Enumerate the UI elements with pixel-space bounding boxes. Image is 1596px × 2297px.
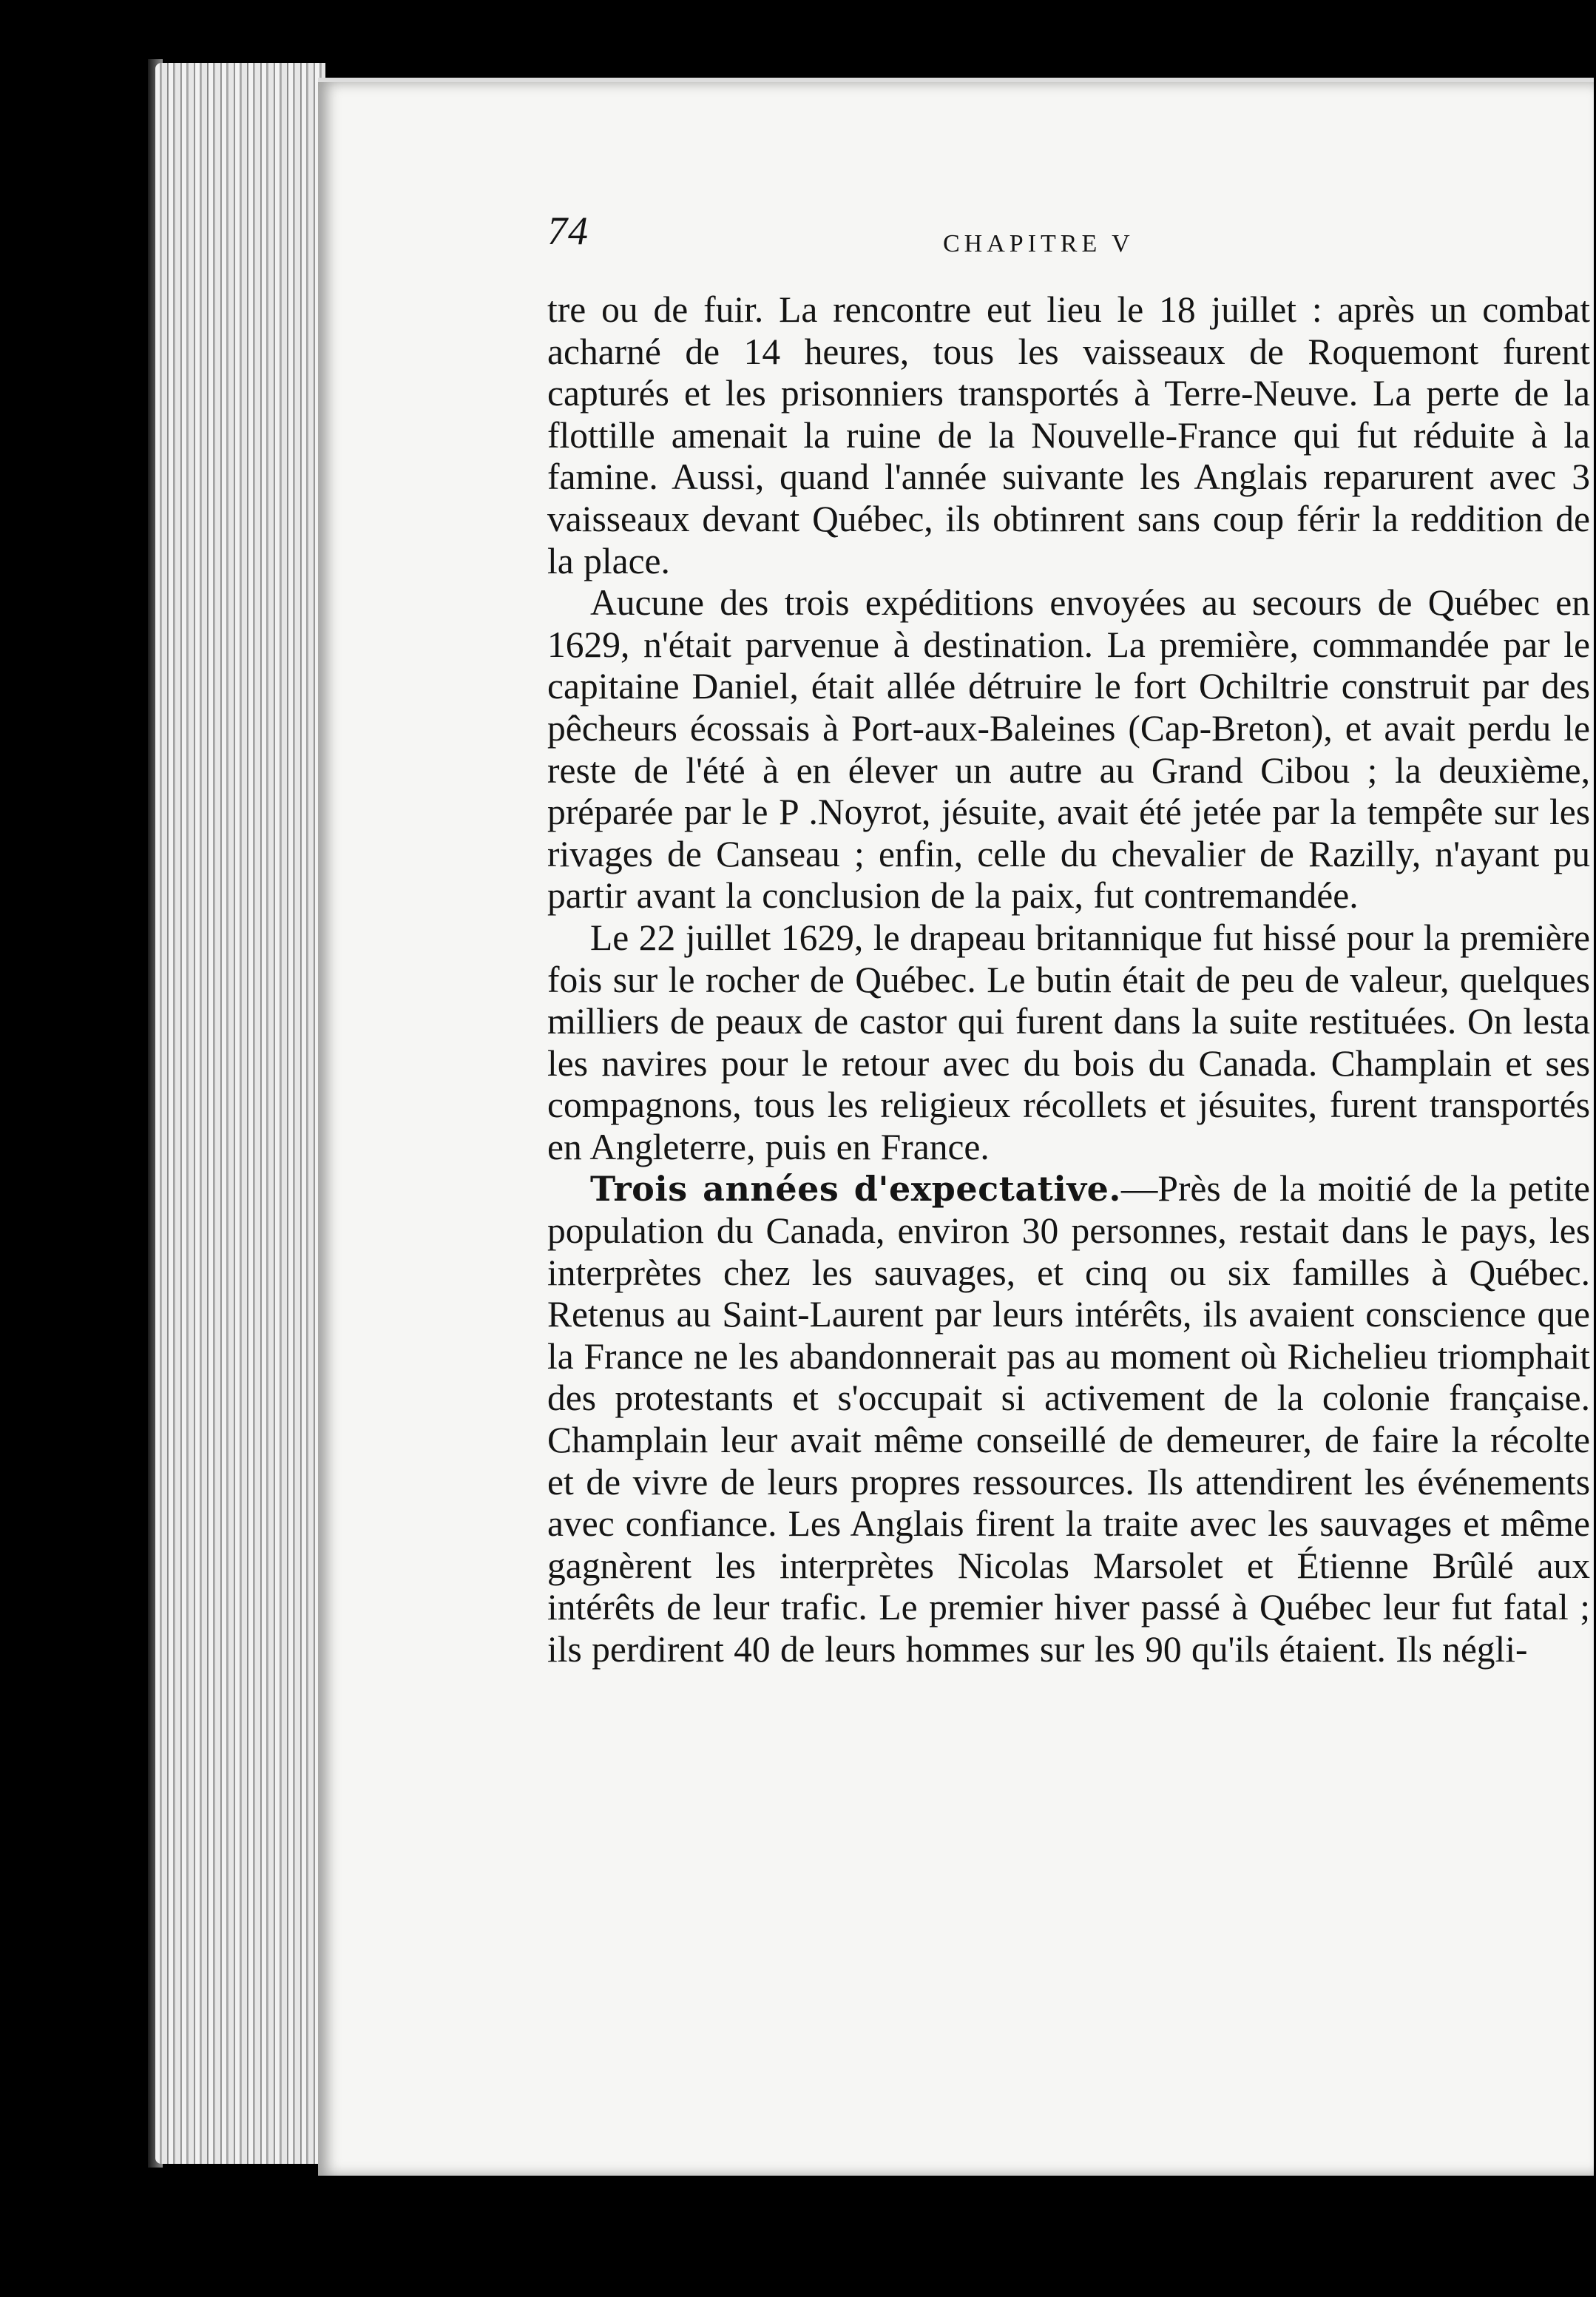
section-text: —Près de la moitié de la petite population du Canada, environ 30 personnes, restait dans le pays, les interprètes chez les sauvages, et cinq ou six familles à Québec. Retenus au Saint-Laurent par leurs intérêts, ils avaient conscience que la France ne les abandonnerait pas au moment où Richelieu triomphait des protestants et s'occupait si activement de la colonie française. Champlain leur avait même conseillé de demeurer, de faire la récolte et de vivre de leurs propres ressources. Ils attendirent les événements avec confiance. Les Anglais firent la traite avec les sauvages et même gagnèrent les interprètes Nicolas Marsolet et Étienne Brûlé aux intérêts de leur trafic. Le premier hiver passé à Québec leur fut fatal ; ils perdirent 40 de leurs hommes sur les 90 qu'ils étaient. Ils négli- [547, 1168, 1590, 1670]
chapter-title: CHAPITRE V [943, 230, 1135, 257]
section-heading: Trois années d'expectative. [590, 1169, 1121, 1210]
book-page-edges [155, 63, 325, 2164]
body-text [547, 289, 1590, 1671]
paragraph-british-flag: Le 22 juillet 1629, le drapeau britannique fut hissé pour la première fois sur le rocher de Québec. Le butin était de peu de valeur, quelques milliers de peaux de castor qui furent dans la suite restituées. On lesta les navires pour le retour avec du bois du Canada. Champlain et ses compagnons, tous les religieux récollets et jésuites, furent transportés en Angleterre, puis en France. [547, 917, 1590, 1167]
paragraph-expeditions: Aucune des trois expéditions envoyées au secours de Québec en 1629, n'était parvenue à destination. La première, commandée par le capitaine Daniel, était allée détruire le fort Ochiltrie construit par des pêcheurs écossais à Port-aux-Baleines (Cap-Breton), et avait perdu le reste de l'été à en élever un autre au Grand Cibou ; la deuxième, préparée par le P .Noyrot, jésuite, avait été jetée par la tempête sur les rivages de Canseau ; enfin, celle du chevalier de Razilly, n'ayant pu partir avant la conclusion de la paix, fut contremandée. [547, 582, 1590, 917]
paragraph-continued: tre ou de fuir. La rencontre eut lieu le 18 juillet : après un combat acharné de 14 heures, tous les vaisseaux de Roquemont furent capturés et les prisonniers transportés à Terre-Neuve. La perte de la flottille amenait la ruine de la Nouvelle-France qui fut réduite à la famine. Aussi, quand l'année suivante les Anglais reparurent avec 3 vaisseaux devant Québec, ils obtinrent sans coup férir la reddition de la place. [547, 289, 1590, 581]
book-page [318, 78, 1594, 2176]
section-paragraph [547, 1168, 1590, 1670]
page-content [547, 208, 1590, 1671]
page-number: 74 [547, 209, 589, 253]
running-head [547, 208, 1590, 289]
